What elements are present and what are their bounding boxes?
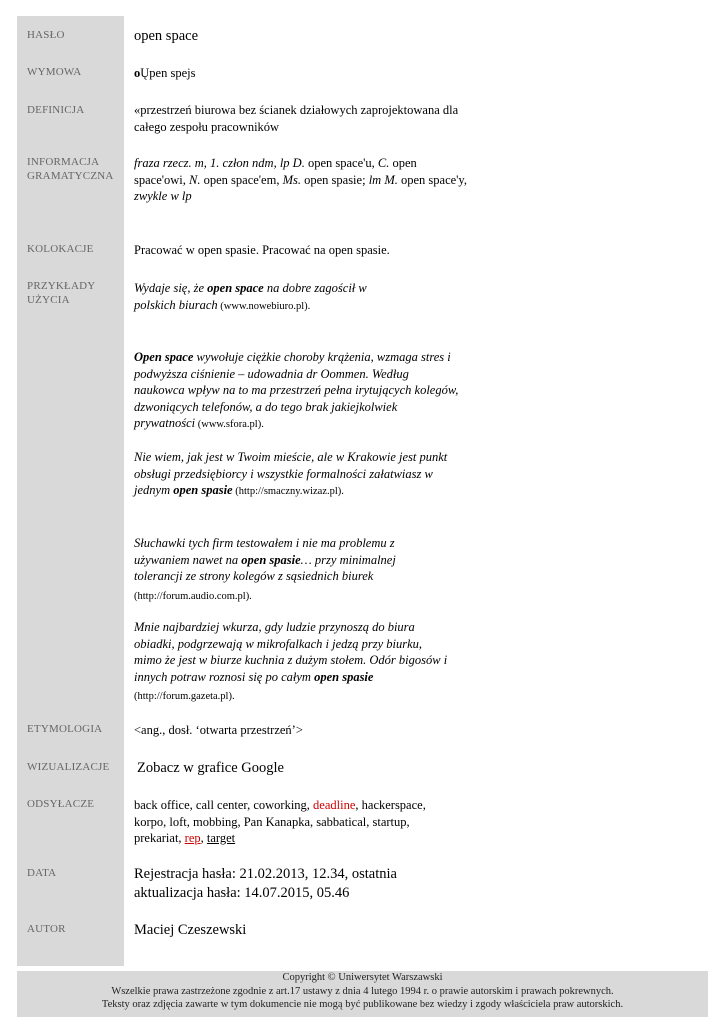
example-source: (www.sfora.pl). — [195, 419, 264, 430]
grammar-part: open space'u, — [304, 156, 378, 170]
label-wymowa: WYMOWA — [27, 66, 82, 78]
cross-ref-target-link[interactable]: target — [206, 831, 236, 845]
example-source: (http://forum.audio.com.pl). — [134, 590, 252, 602]
footer-copyright: Copyright © Uniwersytet Warszawski — [282, 972, 443, 983]
label-etymologia: ETYMOLOGIA — [27, 723, 103, 735]
google-images-link[interactable]: Zobacz w grafice Google — [137, 760, 284, 776]
cross-ref-deadline-link[interactable]: deadline — [313, 798, 356, 812]
cross-ref-text: , hackerspace, korpo, loft, mobbing, Pan Kanapka, sabbatical, startup, prekariat, — [134, 798, 426, 845]
cross-ref-text: , — [200, 831, 207, 845]
example-text: … przy minimalnej tolerancji ze strony kolegów z sąsiednich biurek — [134, 552, 396, 583]
cross-references — [134, 797, 456, 847]
headword: open space — [134, 28, 199, 44]
label-definicja: DEFINICJA — [27, 104, 85, 116]
example-text: wywołuje ciężkie choroby krążenia, wzmaga stres i podwyższa ciśnienie – udowadnia dr Oommen. Według naukowca wpływ na to ma przestrzeń pełna irytujących kolegów, dzwoniących telefonów, a do tego brak jakiejkolwiek prywatności — [134, 350, 459, 430]
example-1 — [134, 280, 394, 315]
grammar-part: N. — [189, 172, 201, 187]
definition: «przestrzeń biurowa bez ścianek działowych zaprojektowana dla całego zespołu pracowników — [134, 103, 459, 134]
example-headword: Open space — [134, 350, 194, 364]
footer-rights: Wszelkie prawa zastrzeżone zgodnie z art.17 ustawy z dnia 4 lutego 1994 r. o prawie autorskim i prawach pokrewnych. — [111, 985, 614, 997]
pronunciation — [134, 65, 474, 82]
example-headword: open spasie — [173, 483, 233, 497]
example-3 — [134, 449, 459, 501]
grammar-part: Ms. — [282, 172, 301, 187]
grammar-part: open space'owi, — [134, 156, 417, 187]
grammar-part: open spasie; — [300, 172, 369, 187]
pronunciation-rest: Ųpen spejs — [140, 66, 196, 80]
grammar-part: open space'y, — [397, 172, 467, 187]
label-odsylacze: ODSYŁACZE — [27, 798, 95, 810]
etymology: <ang., dosł. ‘otwarta przestrzeń’> — [134, 723, 303, 737]
label-autor: AUTOR — [27, 923, 66, 935]
label-informacja-gramatyczna: INFORMACJA GRAMATYCZNA — [27, 156, 114, 182]
example-headword: open spasie — [314, 669, 374, 684]
grammar-part: C. — [377, 156, 390, 170]
example-text: Mnie najbardziej wkurza, gdy ludzie przynoszą do biura obiadki, podgrzewają w mikrofalkach i jedzą przy biurku, mimo że jest w biurze kuchnia z dużym stołem. Odór bigosów i innych potraw roznosi się po całym — [134, 620, 448, 684]
example-text: Wydaje się, że — [134, 281, 208, 295]
grammar-part: zwykle w lp — [134, 189, 192, 203]
grammar-part: open space'em, — [200, 172, 283, 187]
pronunciation-bold: o — [134, 66, 141, 80]
example-source: (www.nowebiuro.pl). — [217, 300, 311, 312]
label-haslo: HASŁO — [27, 29, 65, 41]
footer-notice: Teksty oraz zdjęcia zawarte w tym dokumencie nie mogą być publikowane bez wiedzy i zgody właściciela praw autorskich. — [101, 999, 624, 1010]
example-5 — [134, 619, 449, 706]
example-headword: open space — [207, 281, 264, 295]
example-headword: open spasie — [241, 552, 301, 567]
example-text: na dobre zagościł w polskich biurach — [134, 281, 367, 312]
label-data: DATA — [27, 867, 57, 879]
entry-dates: Rejestracja hasła: 21.02.2013, 12.34, ostatnia aktualizacja hasła: 14.07.2015, 05.46 — [134, 866, 397, 901]
example-text: Nie wiem, jak jest w Twoim mieście, ale w Krakowie jest punkt obsługi przedsiębiorcy i wszystkie formalności załatwiasz w jednym — [134, 450, 448, 497]
example-source: (http://forum.gazeta.pl). — [134, 691, 235, 702]
cross-ref-rep-link[interactable]: rep — [184, 831, 201, 845]
label-kolokacje: KOLOKACJE — [27, 243, 94, 255]
example-4 — [134, 535, 444, 605]
cross-ref-text: back office, call center, coworking, — [134, 798, 314, 812]
copyright-footer — [17, 971, 708, 1017]
label-wizualizacje: WIZUALIZACJE — [27, 761, 110, 773]
example-2 — [134, 349, 459, 434]
example-source: (http://smaczny.wizaz.pl). — [232, 486, 344, 497]
label-przyklady-uzycia: PRZYKŁADY UŻYCIA — [27, 280, 96, 306]
example-text: Słuchawki tych firm testowałem i nie ma problemu z używaniem nawet na — [134, 536, 395, 567]
grammar-part: lm M. — [368, 172, 398, 187]
collocations: Pracować w open spasie. Pracować na open spasie. — [134, 243, 390, 257]
grammar-info — [134, 155, 469, 205]
author-name: Maciej Czeszewski — [134, 922, 247, 938]
grammar-part: fraza rzecz. m, 1. człon ndm, lp D. — [134, 156, 305, 170]
